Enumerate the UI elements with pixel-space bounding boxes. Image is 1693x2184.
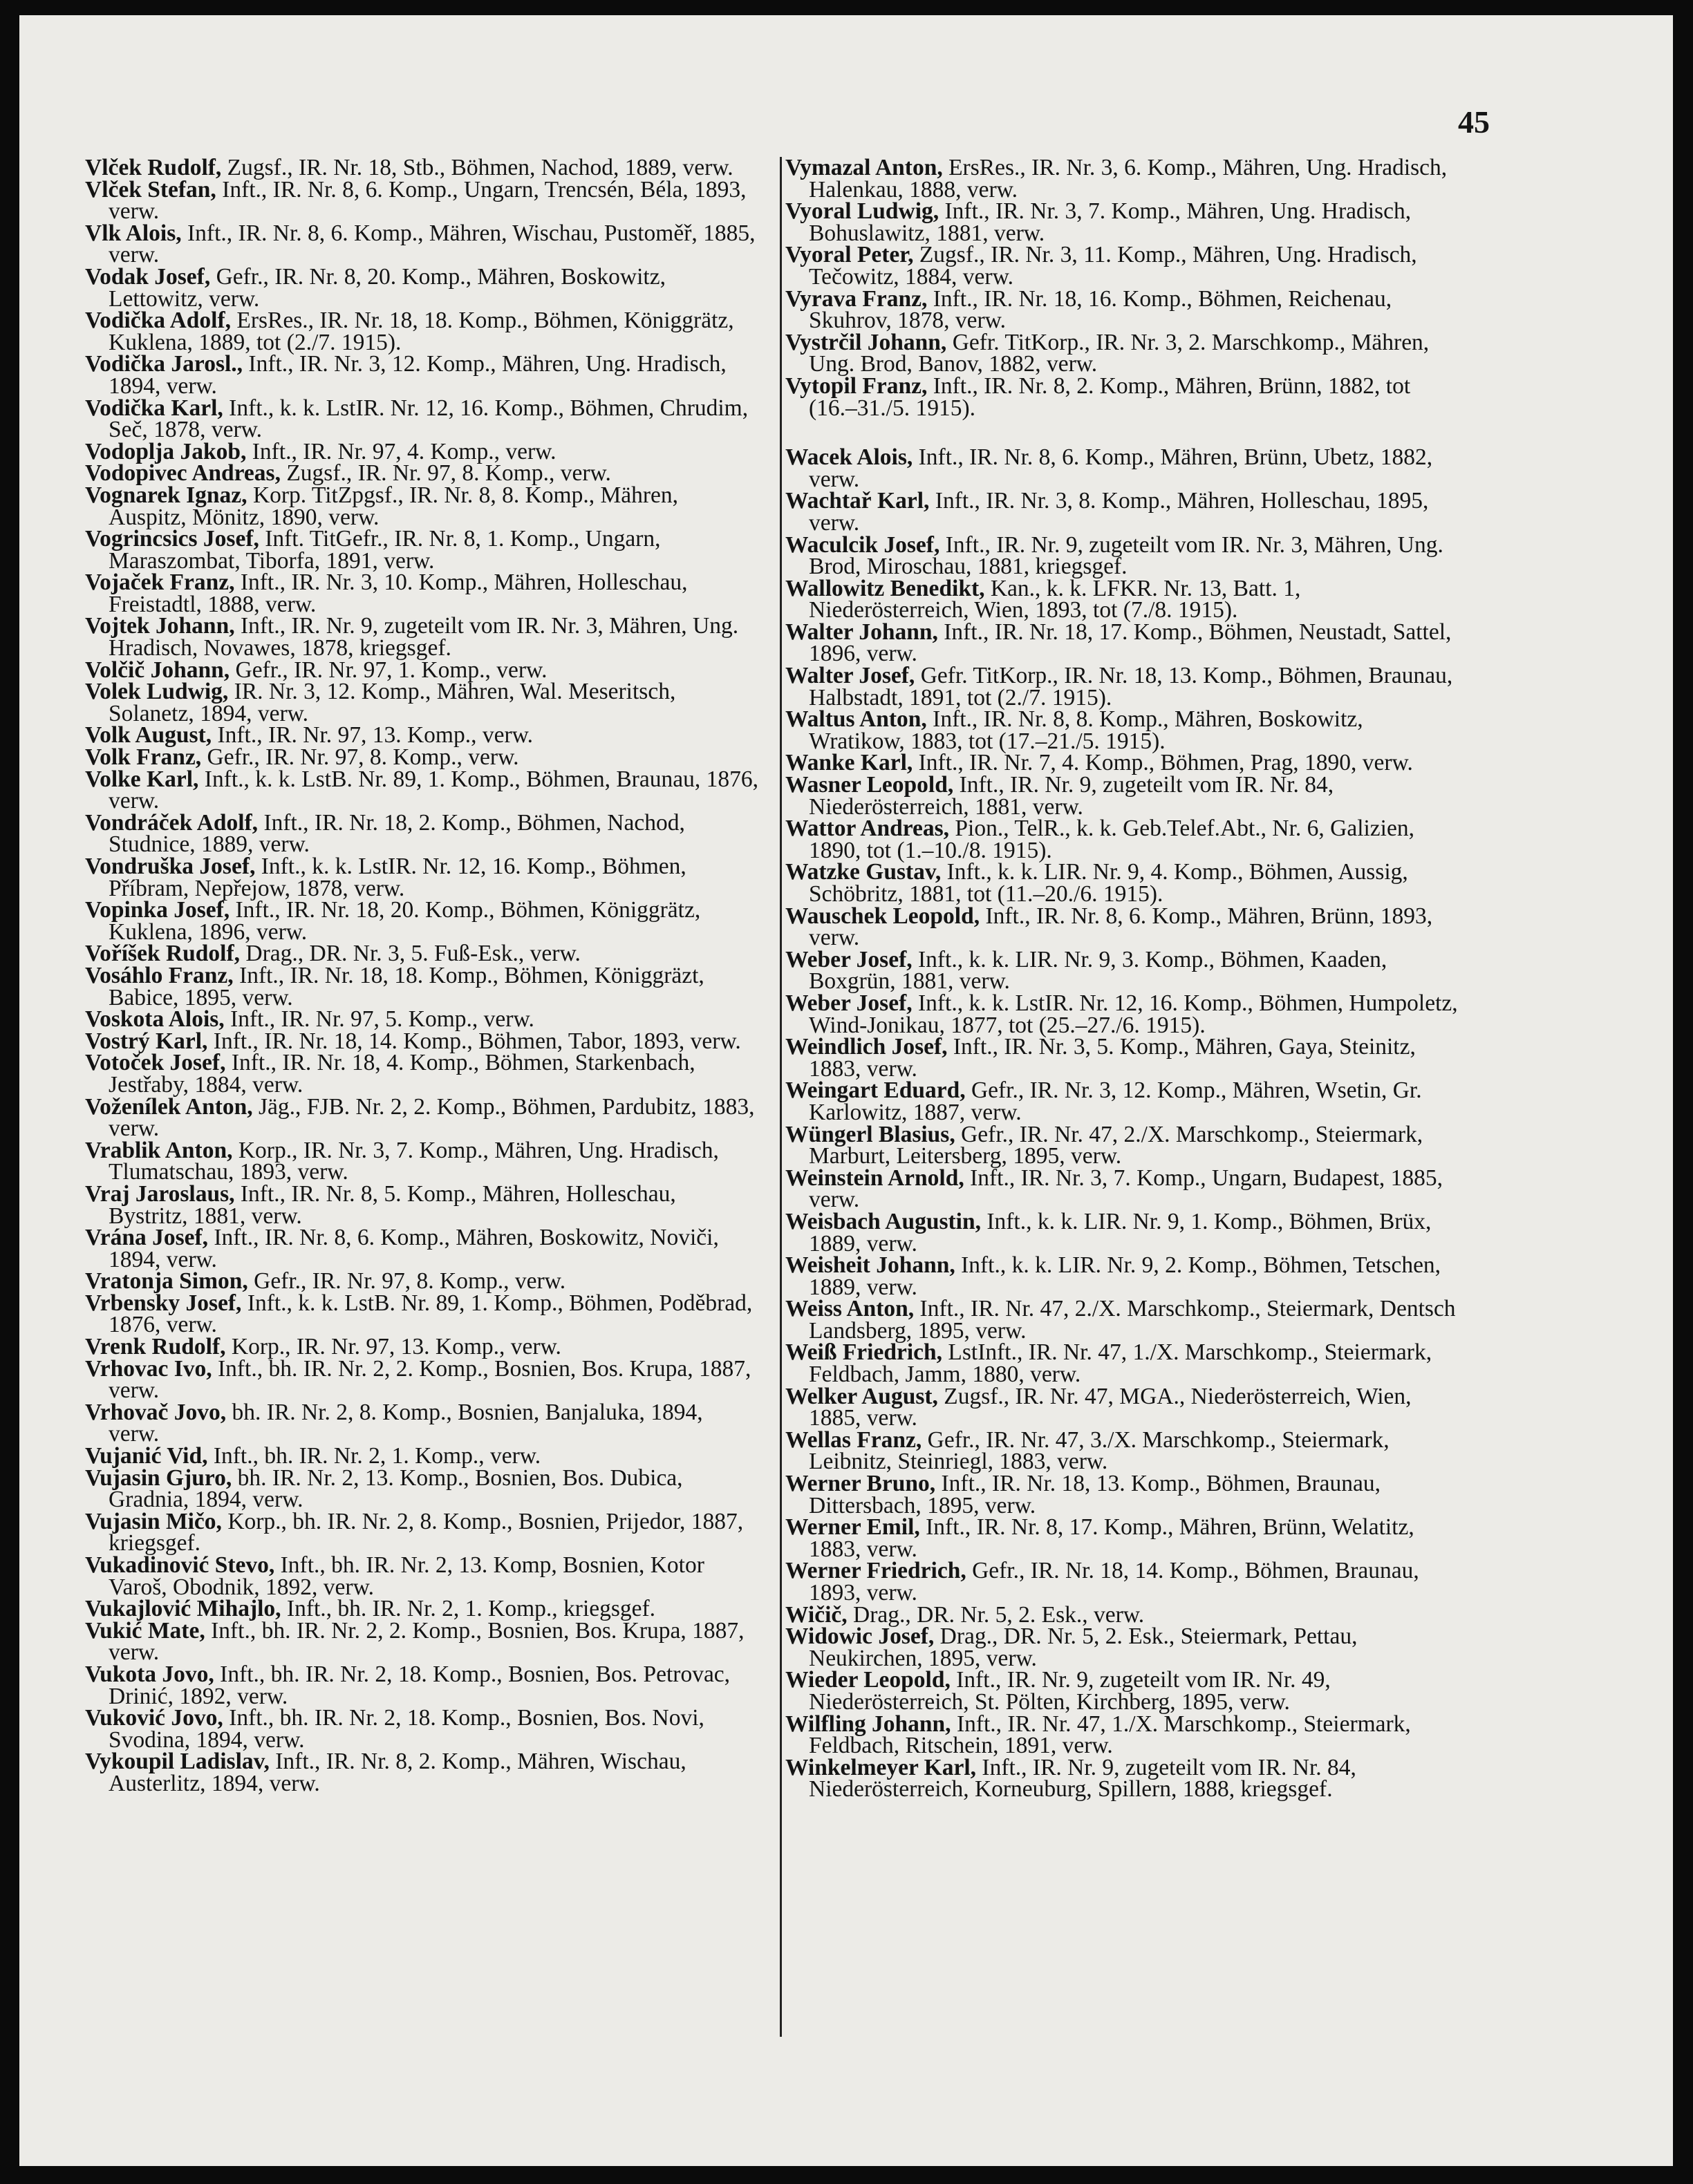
entry-details: Inft., k. k. LstB. Nr. 89, 1. Komp., Böhmen, Braunau, 1876, verw. [109,766,758,814]
entries-w-section [785,446,1459,1800]
roster-entry [785,155,1459,203]
entry-details: Inft., bh. IR. Nr. 2, 2. Komp., Bosnien, Bos. Krupa, 1887, verw. [109,1617,745,1666]
roster-entry [85,943,759,965]
roster-entry [785,1558,1459,1606]
entry-details: Inft., IR. Nr. 9, zugeteilt vom IR. Nr. 3, Mähren, Ung. Hradisch, Novawes, 1878, kriegsgef. [109,613,739,661]
roster-entry [85,1751,759,1794]
entry-name: Vosáhlo Franz, [85,962,234,988]
entry-details: ErsRes., IR. Nr. 18, 18. Komp., Böhmen, Königgrätz, Kuklena, 1889, tot (2./7. 1915). [109,308,734,355]
roster-entry [85,157,759,179]
entry-details: Inft., IR. Nr. 3, 7. Komp., Mähren, Ung. Hradisch, Bohuslawitz, 1881, verw. [809,198,1412,246]
entry-details: Inft., IR. Nr. 8, 6. Komp., Mähren, Brünn, Ubetz, 1882, verw. [809,444,1433,492]
entry-name: Vyrava Franz, [785,285,928,312]
roster-entry [785,621,1459,665]
roster-entry [785,1669,1459,1713]
roster-entry [785,285,1459,334]
roster-entry [785,1754,1459,1802]
roster-entry [85,1030,759,1053]
roster-entry [785,752,1459,774]
entry-name: Vrablik Anton, [85,1137,233,1163]
roster-entry [785,1516,1459,1560]
entry-name: Widowic Josef, [785,1623,935,1650]
column-divider [780,157,782,2037]
roster-entry [785,1298,1459,1342]
entry-details: bh. IR. Nr. 2, 13. Komp., Bosnien, Bos. Dubica, Gradnia, 1894, verw. [109,1465,683,1513]
entry-details: Zugsf., IR. Nr. 97, 8. Komp., verw. [280,460,611,487]
entry-details: Gefr., IR. Nr. 97, 8. Komp., verw. [201,744,519,771]
entry-name: Vostrý Karl, [85,1028,208,1054]
entry-details: Inft., IR. Nr. 47, 2./X. Marschkomp., Steiermark, Dentsch Landsberg, 1895, verw. [809,1296,1456,1344]
entry-details: Inft., IR. Nr. 8, 5. Komp., Mähren, Holleschau, Bystritz, 1881, verw. [109,1180,676,1229]
entry-name: Vojaček Franz, [85,569,235,596]
entry-details: Gefr. TitKorp., IR. Nr. 3, 2. Marschkomp., Mähren, Ung. Brod, Banov, 1882, verw. [809,329,1430,377]
entry-details: Gefr., IR. Nr. 18, 14. Komp., Böhmen, Braunau, 1893, verw. [809,1558,1419,1606]
entry-name: Vrána Josef, [85,1225,209,1251]
entry-name: Vojtek Johann, [85,613,235,639]
entry-name: Volčič Johann, [85,657,230,683]
entry-name: Vrhovac Ivo, [85,1355,212,1382]
left-column [85,157,759,1795]
entry-name: Wacek Alois, [785,444,913,471]
entry-details: Drag., DR. Nr. 3, 5. Fuß-Esk., verw. [240,941,581,967]
entry-name: Wüngerl Blasius, [785,1121,955,1147]
entry-details: Inft., k. k. LstIR. Nr. 12, 16. Komp., Böhmen, Humpoletz, Wind-Jonikau, 1877, tot (25.–27./6. 1915). [809,990,1458,1038]
entry-details: Inft., IR. Nr. 3, 7. Komp., Ungarn, Budapest, 1885, verw. [809,1165,1443,1213]
entry-details: Inft., IR. Nr. 97, 4. Komp., verw. [246,438,556,464]
entry-name: Vopinka Josef, [85,897,230,923]
roster-entry [85,809,759,858]
entry-name: Vodak Josef, [85,263,211,290]
roster-entry [85,176,759,225]
entry-details: Gefr. TitKorp., IR. Nr. 18, 13. Komp., Böhmen, Braunau, Halbstadt, 1891, tot (2./7. 1915). [809,663,1453,710]
entry-name: Wachtař Karl, [785,488,930,514]
entry-details: LstInft., IR. Nr. 47, 1./X. Marschkomp., Steiermark, Feldbach, Jamm, 1880, verw. [809,1339,1432,1388]
entry-details: Inft., k. k. LstIR. Nr. 12, 16. Komp., Böhmen, Příbram, Nepřejow, 1878, verw. [109,854,686,901]
entry-details: Inft., IR. Nr. 8, 2. Komp., Mähren, Brünn, 1882, tot (16.–31./5. 1915). [809,373,1411,421]
entry-details: Inft., IR. Nr. 9, zugeteilt vom IR. Nr. 3, Mähren, Ung. Brod, Miroschau, 1881, kriegsgef. [809,531,1443,580]
roster-entry [85,353,759,397]
entry-name: Vlk Alois, [85,220,182,246]
entry-name: Vratonja Simon, [85,1268,248,1295]
roster-entry [785,446,1459,490]
roster-entry [85,1180,759,1229]
roster-entry [85,263,759,312]
entry-details: Korp., IR. Nr. 3, 7. Komp., Mähren, Ung. Hradisch, Tlumatschau, 1893, verw. [109,1137,719,1185]
roster-entry [785,1208,1459,1256]
entry-name: Vodoplja Jakob, [85,438,247,464]
entry-details: Drag., DR. Nr. 5, 2. Esk., verw. [847,1601,1145,1628]
entry-name: Wičič, [785,1601,848,1628]
entry-name: Vodička Karl, [85,395,223,421]
entry-details: Drag., DR. Nr. 5, 2. Esk., Steiermark, Pettau, Neukirchen, 1895, verw. [809,1623,1358,1671]
roster-entry [785,1077,1459,1125]
entry-name: Vukajlović Mihajlo, [85,1596,281,1622]
entry-details: Inft., bh. IR. Nr. 2, 1. Komp., verw. [207,1443,541,1469]
entry-name: Werner Emil, [785,1514,920,1541]
right-column [785,157,1459,1800]
roster-entry [85,766,759,814]
roster-entry [785,1473,1459,1516]
entry-name: Vrbensky Josef, [85,1290,242,1316]
roster-entry [85,1355,759,1404]
roster-entry [85,746,759,769]
entry-details: Gefr., IR. Nr. 47, 2./X. Marschkomp., Steiermark, Marburt, Leitersberg, 1895, verw. [809,1121,1423,1169]
roster-entry [85,484,759,528]
roster-entry [785,708,1459,752]
entry-details: Inft., IR. Nr. 18, 20. Komp., Böhmen, Königgrätz, Kuklena, 1896, verw. [109,897,701,945]
entry-name: Wasner Leopold, [785,772,954,798]
entry-details: Inft., IR. Nr. 3, 12. Komp., Mähren, Ung. Hradisch, 1894, verw. [109,351,727,399]
roster-entry [785,244,1459,288]
roster-entry [785,200,1459,244]
entry-name: Vujasin Gjuro, [85,1465,232,1491]
roster-entry [85,1467,759,1511]
entry-name: Vytopil Franz, [785,373,928,399]
entry-details: Zugsf., IR. Nr. 18, Stb., Böhmen, Nachod, 1889, verw. [221,155,733,180]
roster-entry [85,856,759,899]
entry-name: Vykoupil Ladislav, [85,1749,270,1775]
roster-entry [785,329,1459,377]
entry-details: Inft., IR. Nr. 7, 4. Komp., Böhmen, Prag, 1890, verw. [913,750,1413,776]
roster-entry [85,1399,759,1447]
entry-name: Vlček Rudolf, [85,155,222,180]
roster-entry [785,531,1459,580]
roster-entry [785,861,1459,905]
entry-details: Inft., IR. Nr. 8, 8. Komp., Mähren, Boskowitz, Wratikow, 1883, tot (17.–21./5. 1915). [809,706,1363,754]
entry-details: Inft., IR. Nr. 8, 6. Komp., Mähren, Boskowitz, Noviči, 1894, verw. [109,1225,719,1272]
entry-name: Weisheit Johann, [785,1252,955,1279]
entry-name: Vrhovač Jovo, [85,1399,227,1425]
entry-details: Inft., k. k. LIR. Nr. 9, 2. Komp., Böhmen, Tetschen, 1889, verw. [809,1252,1441,1300]
roster-entry [85,460,759,487]
entry-name: Vognarek Ignaz, [85,482,247,508]
roster-entry [85,1292,759,1336]
entry-details: Gefr., IR. Nr. 47, 3./X. Marschkomp., Steiermark, Leibnitz, Steinriegl, 1883, verw. [809,1427,1390,1475]
entries-v-section [785,157,1459,419]
entry-details: Inft., IR. Nr. 18, 2. Komp., Böhmen, Nachod, Studnice, 1889, verw. [109,809,685,858]
entry-name: Vogrincsics Josef, [85,526,259,552]
entry-name: Voříšek Rudolf, [85,941,240,967]
roster-entry [85,615,759,659]
roster-entry [785,992,1459,1036]
entry-details: Gefr., IR. Nr. 97, 1. Komp., verw. [230,657,548,683]
entry-name: Walter Johann, [785,619,938,645]
roster-entry [85,310,759,353]
entry-name: Weingart Eduard, [785,1077,966,1104]
entry-name: Wanke Karl, [785,750,913,776]
roster-entry [785,490,1459,534]
entry-details: Inft., IR. Nr. 8, 6. Komp., Mähren, Wischau, Pustoměř, 1885, verw. [109,220,756,268]
entry-name: Weber Josef, [785,946,913,972]
roster-entry [85,681,759,724]
roster-entry [785,375,1459,419]
entry-name: Vyoral Ludwig, [785,198,939,225]
roster-entry [85,397,759,441]
entry-name: Vodička Adolf, [85,308,231,334]
roster-entry [785,1121,1459,1169]
roster-entry [785,1339,1459,1388]
entry-details: Inft. TitGefr., IR. Nr. 8, 1. Komp., Ungarn, Maraszombat, Tiborfa, 1891, verw. [109,526,661,574]
entry-name: Vraj Jaroslaus, [85,1180,235,1207]
scanned-page [19,15,1673,2166]
entry-details: Inft., bh. IR. Nr. 2, 1. Komp., kriegsgef. [281,1596,656,1622]
entry-name: Waltus Anton, [785,706,927,733]
entry-name: Wieder Leopold, [785,1667,951,1693]
roster-entry [85,1268,759,1295]
roster-entry [785,905,1459,949]
roster-entry [85,1598,759,1620]
entry-details: Inft., IR. Nr. 18, 17. Komp., Böhmen, Neustadt, Sattel, 1896, verw. [809,619,1452,667]
roster-entry [85,1617,759,1666]
entry-name: Vodička Jarosl., [85,351,243,377]
entry-details: Inft., IR. Nr. 18, 14. Komp., Böhmen, Tabor, 1893, verw. [207,1028,741,1054]
entry-name: Weiß Friedrich, [785,1339,943,1366]
entry-details: Inft., k. k. LIR. Nr. 9, 4. Komp., Böhmen, Aussig, Schöbritz, 1881, tot (11.–20./6. 1915). [809,859,1408,907]
roster-entry [785,575,1459,623]
entry-details: Jäg., FJB. Nr. 2, 2. Komp., Böhmen, Pardubitz, 1883, verw. [109,1093,755,1142]
roster-entry [785,1601,1459,1628]
entry-name: Werner Bruno, [785,1471,936,1497]
entry-details: Korp., IR. Nr. 97, 13. Komp., verw. [225,1334,561,1360]
roster-entry [785,774,1459,818]
entry-name: Volke Karl, [85,766,199,792]
entry-details: Inft., IR. Nr. 18, 13. Komp., Böhmen, Braunau, Dittersbach, 1895, verw. [809,1471,1381,1518]
entry-details: Inft., k. k. LIR. Nr. 9, 1. Komp., Böhmen, Brüx, 1889, verw. [809,1208,1432,1256]
roster-entry [785,946,1459,995]
roster-entry [85,1445,759,1467]
entry-details: Inft., bh. IR. Nr. 2, 18. Komp., Bosnien, Bos. Petrovac, Drinić, 1892, verw. [109,1661,731,1709]
entry-details: Inft., IR. Nr. 97, 5. Komp., verw. [224,1006,534,1033]
roster-entry [85,1661,759,1709]
entry-name: Vodopivec Andreas, [85,460,281,487]
entry-details: Inft., IR. Nr. 18, 18. Komp., Böhmen, Königgräzt, Babice, 1895, verw. [109,962,704,1010]
entry-name: Wattor Andreas, [785,816,950,842]
entry-details: Inft., IR. Nr. 3, 8. Komp., Mähren, Holleschau, 1895, verw. [809,488,1429,536]
entry-name: Walter Josef, [785,663,915,689]
entry-details: Inft., k. k. LstB. Nr. 89, 1. Komp., Böhmen, Poděbrad, 1876, verw. [109,1290,753,1338]
roster-entry [85,659,759,681]
roster-entry [85,1227,759,1270]
entry-name: Werner Friedrich, [785,1558,966,1584]
entry-name: Waculcik Josef, [785,531,940,558]
entry-name: Winkelmeyer Karl, [785,1754,977,1780]
entry-details: Zugsf., IR. Nr. 3, 11. Komp., Mähren, Ung. Hradisch, Tečowitz, 1884, verw. [809,242,1417,290]
roster-entry [85,528,759,572]
roster-entry [85,1093,759,1142]
roster-entry [85,722,759,749]
entry-details: Inft., IR. Nr. 3, 5. Komp., Mähren, Gaya, Steinitz, 1883, verw. [809,1034,1416,1082]
entry-details: Inft., IR. Nr. 3, 10. Komp., Mähren, Holleschau, Freistadtl, 1888, verw. [109,569,688,617]
entry-details: Gefr., IR. Nr. 97, 8. Komp., verw. [247,1268,566,1295]
entry-details: Inft., IR. Nr. 47, 1./X. Marschkomp., Steiermark, Feldbach, Ritschein, 1891, verw. [809,1711,1411,1759]
entry-details: IR. Nr. 3, 12. Komp., Mähren, Wal. Meseritsch, Solanetz, 1894, verw. [109,679,676,726]
entry-name: Wilfling Johann, [785,1711,951,1737]
roster-entry [85,1137,759,1185]
entry-details: Gefr., IR. Nr. 3, 12. Komp., Mähren, Wsetin, Gr. Karlowitz, 1887, verw. [809,1077,1422,1125]
entry-name: Watzke Gustav, [785,859,942,885]
entry-details: Inft., IR. Nr. 18, 16. Komp., Böhmen, Reichenau, Skuhrov, 1878, verw. [809,285,1392,334]
entry-details: Inft., IR. Nr. 8, 6. Komp., Mähren, Brünn, 1893, verw. [809,903,1433,951]
roster-entry [85,962,759,1010]
roster-entry [785,1167,1459,1211]
entry-name: Vymazal Anton, [785,155,943,180]
entry-name: Vyoral Peter, [785,242,914,268]
entry-details: Inft., IR. Nr. 97, 13. Komp., verw. [212,722,534,749]
entry-name: Voženílek Anton, [85,1093,253,1120]
entry-name: Weber Josef, [785,990,913,1016]
entry-name: Voskota Alois, [85,1006,225,1033]
roster-entry [85,1707,759,1751]
entry-name: Votoček Josef, [85,1050,226,1076]
entry-name: Vujasin Mičo, [85,1508,222,1534]
entry-name: Weindlich Josef, [785,1034,948,1060]
entry-details: Inft., IR. Nr. 8, 2. Komp., Mähren, Wischau, Austerlitz, 1894, verw. [109,1749,686,1796]
entry-name: Wellas Franz, [785,1427,922,1453]
entry-details: Kan., k. k. LFKR. Nr. 13, Batt. 1, Niederösterreich, Wien, 1893, tot (7./8. 1915). [809,575,1301,623]
entry-details: Inft., IR. Nr. 8, 17. Komp., Mähren, Brünn, Welatitz, 1883, verw. [809,1514,1414,1562]
entry-details: Inft., IR. Nr. 8, 6. Komp., Ungarn, Trencsén, Béla, 1893, verw. [109,176,747,225]
entry-details: Inft., IR. Nr. 9, zugeteilt vom IR. Nr. 84, Niederösterreich, Korneuburg, Spillern, 1888, kriegsgef. [809,1754,1356,1802]
roster-entry [85,899,759,943]
entry-name: Vystrčil Johann, [785,329,947,355]
entry-name: Weinstein Arnold, [785,1165,964,1191]
roster-entry [785,1254,1459,1298]
entry-details: Korp. TitZpgsf., IR. Nr. 8, 8. Komp., Mähren, Auspitz, Mönitz, 1890, verw. [109,482,679,530]
entry-name: Welker August, [785,1383,938,1409]
entry-name: Wallowitz Benedikt, [785,575,985,601]
entry-name: Vukota Jovo, [85,1661,214,1687]
roster-entry [785,1383,1459,1431]
entry-details: Inft., bh. IR. Nr. 2, 2. Komp., Bosnien, Bos. Krupa, 1887, verw. [109,1355,751,1404]
entry-name: Volek Ludwig, [85,679,229,705]
roster-entry [85,1006,759,1033]
entry-details: Inft., k. k. LstIR. Nr. 12, 16. Komp., Böhmen, Chrudim, Seč, 1878, verw. [109,395,749,443]
entry-name: Vondruška Josef, [85,854,256,879]
page-number: 45 [1458,104,1490,140]
roster-entry [785,665,1459,708]
roster-entry [85,1050,759,1098]
entry-details: Inft., k. k. LIR. Nr. 9, 3. Komp., Böhmen, Kaaden, Boxgrün, 1881, verw. [809,946,1387,995]
entry-name: Vukić Mate, [85,1617,205,1644]
entry-name: Vlček Stefan, [85,176,216,203]
entry-name: Wauschek Leopold, [785,903,980,929]
entry-name: Vuković Jovo, [85,1705,223,1731]
entry-name: Vrenk Rudolf, [85,1334,226,1360]
entry-name: Weiss Anton, [785,1296,915,1322]
entry-name: Volk Franz, [85,744,202,771]
entry-name: Weisbach Augustin, [785,1208,981,1234]
entry-details: Zugsf., IR. Nr. 47, MGA., Niederösterreich, Wien, 1885, verw. [809,1383,1412,1431]
entry-name: Vukadinović Stevo, [85,1552,275,1578]
entry-details: Inft., bh. IR. Nr. 2, 18. Komp., Bosnien, Bos. Novi, Svodina, 1894, verw. [109,1705,704,1753]
roster-entry [785,1713,1459,1757]
roster-entry [85,438,759,464]
roster-entry [85,1336,759,1358]
entry-details: Gefr., IR. Nr. 8, 20. Komp., Mähren, Boskowitz, Lettowitz, verw. [109,263,666,312]
entry-details: bh. IR. Nr. 2, 8. Komp., Bosnien, Banjaluka, 1894, verw. [109,1399,703,1447]
entry-details: Inft., IR. Nr. 9, zugeteilt vom IR. Nr. 84, Niederösterreich, 1881, verw. [809,772,1334,820]
entry-name: Vondráček Adolf, [85,809,259,836]
entry-details: Pion., TelR., k. k. Geb.Telef.Abt., Nr. 6, Galizien, 1890, tot (1.–10./8. 1915). [809,816,1414,863]
roster-entry [85,1554,759,1598]
roster-entry [785,1036,1459,1080]
entry-details: ErsRes., IR. Nr. 3, 6. Komp., Mähren, Ung. Hradisch, Halenkau, 1888, verw. [809,155,1448,203]
roster-entry [785,1429,1459,1473]
roster-entry [85,220,759,268]
roster-entry [785,1623,1459,1671]
entry-details: Inft., IR. Nr. 18, 4. Komp., Böhmen, Starkenbach, Jestřaby, 1884, verw. [109,1050,695,1098]
entry-name: Volk August, [85,722,212,749]
roster-entry [85,569,759,617]
entry-details: Inft., IR. Nr. 9, zugeteilt vom IR. Nr. 49, Niederösterreich, St. Pölten, Kirchberg, 1895, verw. [809,1667,1331,1715]
roster-entry [785,818,1459,861]
entry-name: Vujanić Vid, [85,1443,208,1469]
entry-details: Korp., bh. IR. Nr. 2, 8. Komp., Bosnien, Prijedor, 1887, kriegsgef. [109,1508,744,1556]
roster-entry [85,1508,759,1556]
section-gap [785,419,1459,446]
entry-details: Inft., bh. IR. Nr. 2, 13. Komp, Bosnien, Kotor Varoš, Obodnik, 1892, verw. [109,1552,704,1600]
